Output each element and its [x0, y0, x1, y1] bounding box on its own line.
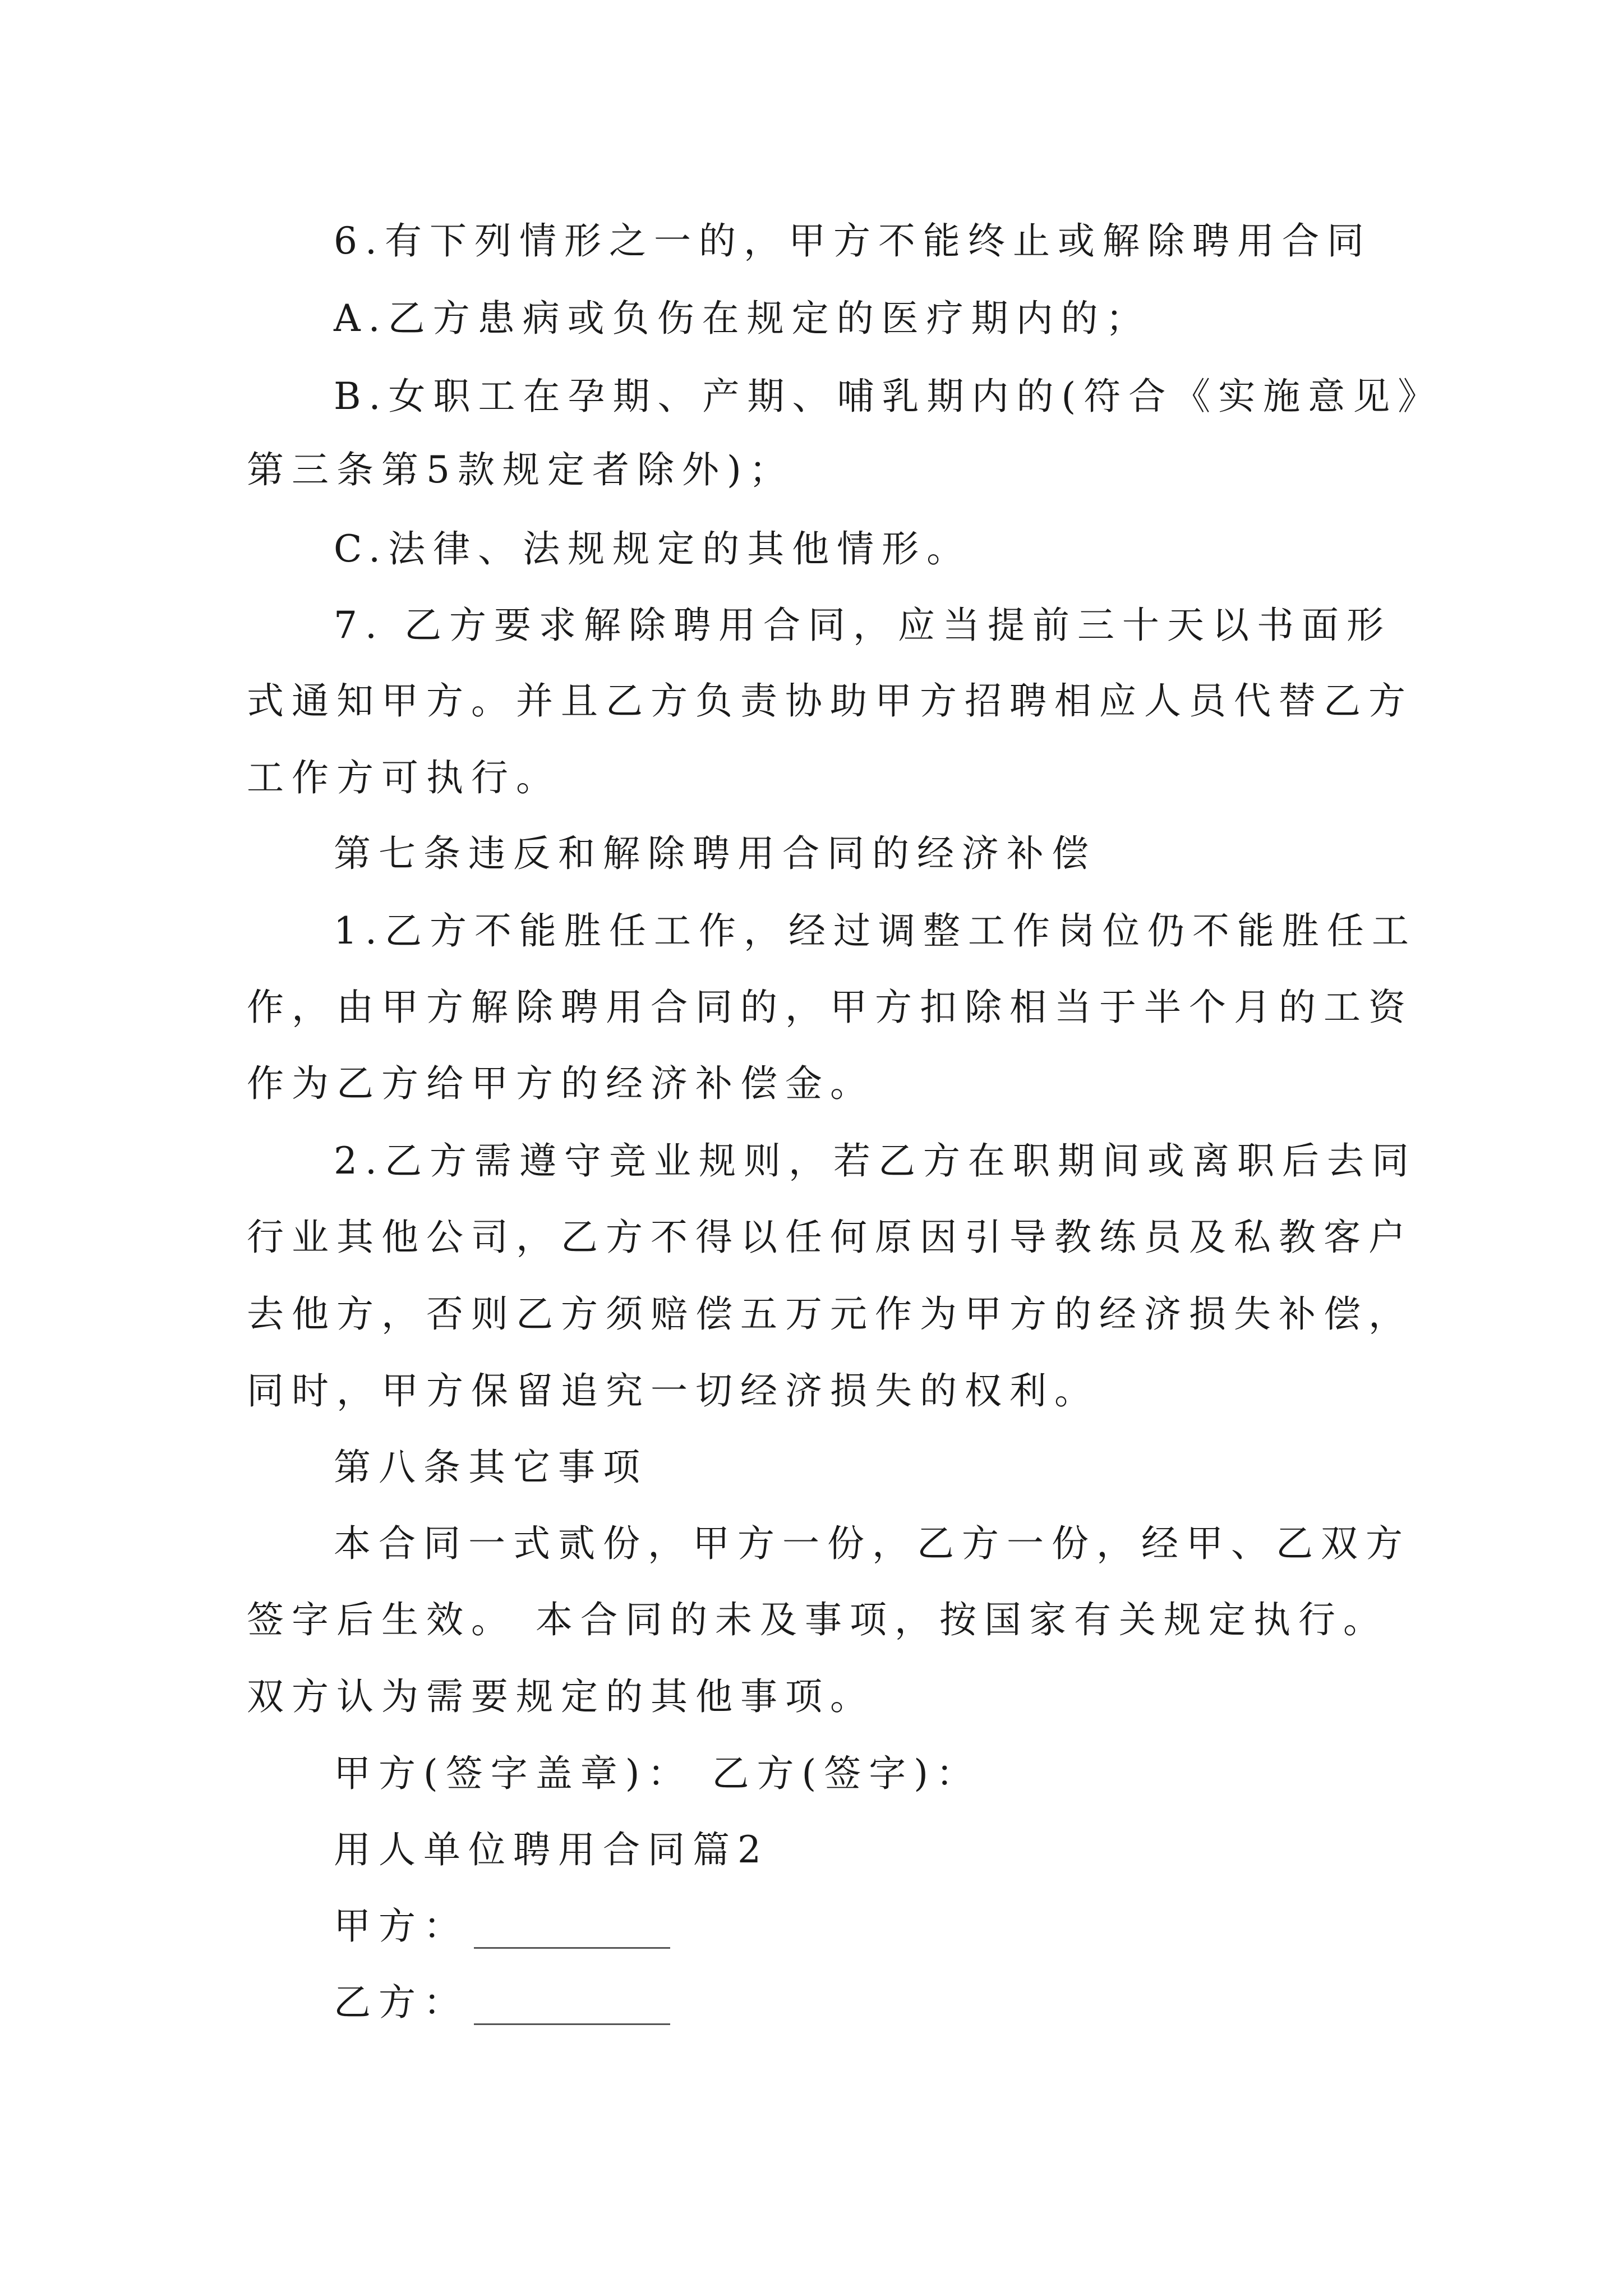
article-7-item-2-line-2: 行业其他公司，乙方不得以任何原因引导教练员及私教客户: [247, 1216, 1413, 1259]
party-a-field: [334, 1904, 670, 1949]
party-b-blank: [474, 1991, 670, 2025]
party-b-field: [334, 1980, 670, 2025]
article-7-item-1-line-3: 作为乙方给甲方的经济补偿金。: [247, 1062, 875, 1105]
article-7-item-2-line-1: 2.乙方需遵守竞业规则，若乙方在职期间或离职后去同: [334, 1139, 1417, 1182]
item-7-line-2: 式通知甲方。并且乙方负责协助甲方招聘相应人员代替乙方: [247, 679, 1413, 723]
article-7-item-1-line-1: 1.乙方不能胜任工作，经过调整工作岗位仍不能胜任工: [334, 909, 1417, 953]
item-6-line-1: 6.有下列情形之一的，甲方不能终止或解除聘用合同: [334, 219, 1372, 263]
item-7-line-1: 7. 乙方要求解除聘用合同，应当提前三十天以书面形: [334, 604, 1391, 647]
article-8-body-line-2: 签字后生效。 本合同的未及事项，按国家有关规定执行。: [247, 1598, 1388, 1641]
article-7-item-2-line-4: 同时，甲方保留追究一切经济损失的权利。: [247, 1369, 1099, 1412]
item-6c-line-1: C.法律、法规规定的其他情形。: [334, 527, 972, 570]
article-8-title: 第八条其它事项: [334, 1446, 648, 1489]
article-8-body-line-3: 双方认为需要规定的其他事项。: [247, 1675, 875, 1718]
article-7-item-2-line-3: 去他方，否则乙方须赔偿五万元作为甲方的经济损失补偿，: [247, 1292, 1413, 1336]
item-7-line-3: 工作方可执行。: [247, 756, 561, 799]
article-8-body-line-1: 本合同一式贰份，甲方一份，乙方一份，经甲、乙双方: [334, 1522, 1410, 1565]
party-a-label: 甲方：: [334, 1904, 468, 1948]
article-7-item-1-line-2: 作，由甲方解除聘用合同的，甲方扣除相当于半个月的工资: [247, 986, 1413, 1029]
item-6b-line-2: 第三条第5款规定者除外)；: [247, 448, 794, 491]
party-b-label: 乙方：: [334, 1981, 468, 2024]
item-6b-line-1: B.女职工在孕期、产期、哺乳期内的(符合《实施意见》: [334, 375, 1443, 418]
article-7-title: 第七条违反和解除聘用合同的经济补偿: [334, 832, 1096, 875]
contract-2-title: 用人单位聘用合同篇2: [334, 1828, 769, 1871]
item-6a-line-1: A.乙方患病或负伤在规定的医疗期内的；: [334, 297, 1151, 340]
signature-line: 甲方(签字盖章)： 乙方(签字)：: [334, 1752, 981, 1795]
party-a-blank: [474, 1915, 670, 1949]
